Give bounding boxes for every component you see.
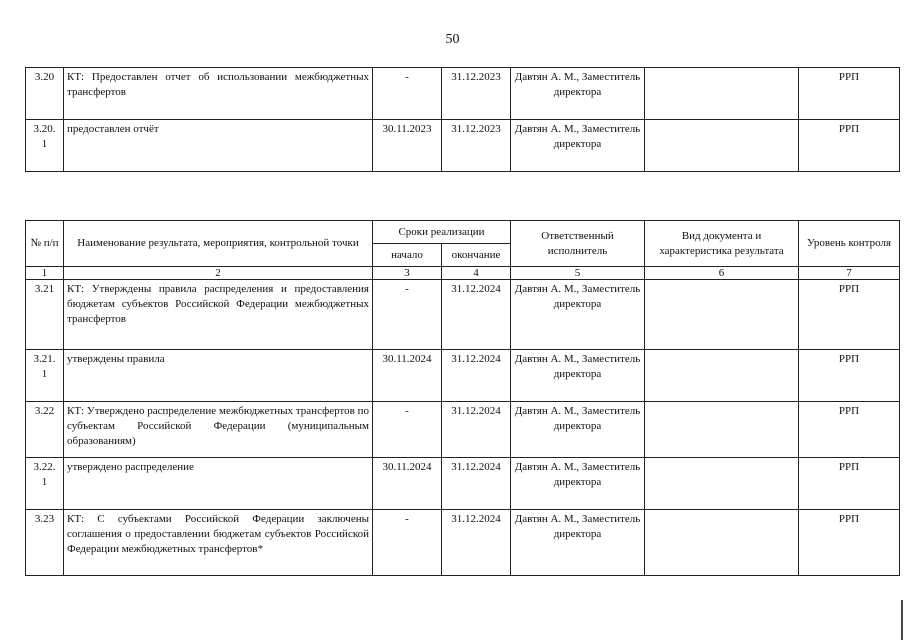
table-row xyxy=(26,68,900,120)
row-control-level: РРП xyxy=(799,402,900,458)
col-number: 3 xyxy=(373,267,442,280)
row-end-date: 31.12.2023 xyxy=(442,68,511,120)
col-number: 4 xyxy=(442,267,511,280)
table-row xyxy=(26,458,900,510)
table-row xyxy=(26,510,900,576)
row-end-date: 31.12.2024 xyxy=(442,280,511,350)
row-control-level: РРП xyxy=(799,510,900,576)
table-row xyxy=(26,280,900,350)
col-number: 6 xyxy=(645,267,799,280)
row-executor: Давтян А. М., Заместитель директора xyxy=(511,350,645,402)
table-row xyxy=(26,402,900,458)
header-doc: Вид документа и характеристика результата xyxy=(645,221,799,267)
row-name: КТ: Утверждены правила распределения и предоставления бюджетам субъектов Российской Федерации межбюджетных трансфертов xyxy=(64,280,373,350)
row-executor: Давтян А. М., Заместитель директора xyxy=(511,280,645,350)
row-document xyxy=(645,350,799,402)
main-table xyxy=(25,220,900,576)
top-table xyxy=(25,67,900,172)
row-control-level: РРП xyxy=(799,120,900,172)
row-document xyxy=(645,402,799,458)
row-document xyxy=(645,120,799,172)
row-start-date: - xyxy=(373,510,442,576)
row-control-level: РРП xyxy=(799,68,900,120)
main-table-body xyxy=(26,280,900,576)
row-start-date: - xyxy=(373,280,442,350)
row-start-date: - xyxy=(373,68,442,120)
row-executor: Давтян А. М., Заместитель директора xyxy=(511,120,645,172)
col-number: 7 xyxy=(799,267,900,280)
row-document xyxy=(645,68,799,120)
row-number: 3.21. 1 xyxy=(26,350,64,402)
row-executor: Давтян А. М., Заместитель директора xyxy=(511,510,645,576)
row-executor: Давтян А. М., Заместитель директора xyxy=(511,458,645,510)
row-name: предоставлен отчёт xyxy=(64,120,373,172)
row-name: КТ: С субъектами Российской Федерации заключены соглашения о предоставлении бюджетам субъектов Российской Федерации межбюджетных трансфертов* xyxy=(64,510,373,576)
row-name: КТ: Предоставлен отчет об использовании межбюджетных трансфертов xyxy=(64,68,373,120)
row-number: 3.20. 1 xyxy=(26,120,64,172)
header-end: окончание xyxy=(442,244,511,267)
row-start-date: 30.11.2023 xyxy=(373,120,442,172)
row-document xyxy=(645,510,799,576)
header-num: № п/п xyxy=(26,221,64,267)
row-start-date: - xyxy=(373,402,442,458)
row-start-date: 30.11.2024 xyxy=(373,458,442,510)
header-executor: Ответственный исполнитель xyxy=(511,221,645,267)
row-number: 3.23 xyxy=(26,510,64,576)
row-number: 3.20 xyxy=(26,68,64,120)
row-number: 3.22 xyxy=(26,402,64,458)
row-name: утверждено распределение xyxy=(64,458,373,510)
header-start: начало xyxy=(373,244,442,267)
page-number: 50 xyxy=(445,32,460,47)
row-number: 3.22. 1 xyxy=(26,458,64,510)
header-name: Наименование результата, мероприятия, контрольной точки xyxy=(64,221,373,267)
row-end-date: 31.12.2024 xyxy=(442,350,511,402)
col-number: 2 xyxy=(64,267,373,280)
table-row xyxy=(26,120,900,172)
row-name: утверждены правила xyxy=(64,350,373,402)
row-name: КТ: Утверждено распределение межбюджетных трансфертов по субъектам Российской Федерации (муниципальным образованиям) xyxy=(64,402,373,458)
row-document xyxy=(645,280,799,350)
row-end-date: 31.12.2023 xyxy=(442,120,511,172)
row-control-level: РРП xyxy=(799,458,900,510)
row-end-date: 31.12.2024 xyxy=(442,510,511,576)
header-level: Уровень контроля xyxy=(799,221,900,267)
row-document xyxy=(645,458,799,510)
row-start-date: 30.11.2024 xyxy=(373,350,442,402)
header-period: Сроки реализации xyxy=(373,221,511,244)
row-control-level: РРП xyxy=(799,350,900,402)
table-row xyxy=(26,350,900,402)
col-number: 5 xyxy=(511,267,645,280)
row-end-date: 31.12.2024 xyxy=(442,458,511,510)
scroll-indicator xyxy=(901,600,903,640)
row-executor: Давтян А. М., Заместитель директора xyxy=(511,68,645,120)
col-number: 1 xyxy=(26,267,64,280)
top-table-body xyxy=(26,68,900,172)
row-executor: Давтян А. М., Заместитель директора xyxy=(511,402,645,458)
row-number: 3.21 xyxy=(26,280,64,350)
row-end-date: 31.12.2024 xyxy=(442,402,511,458)
row-control-level: РРП xyxy=(799,280,900,350)
